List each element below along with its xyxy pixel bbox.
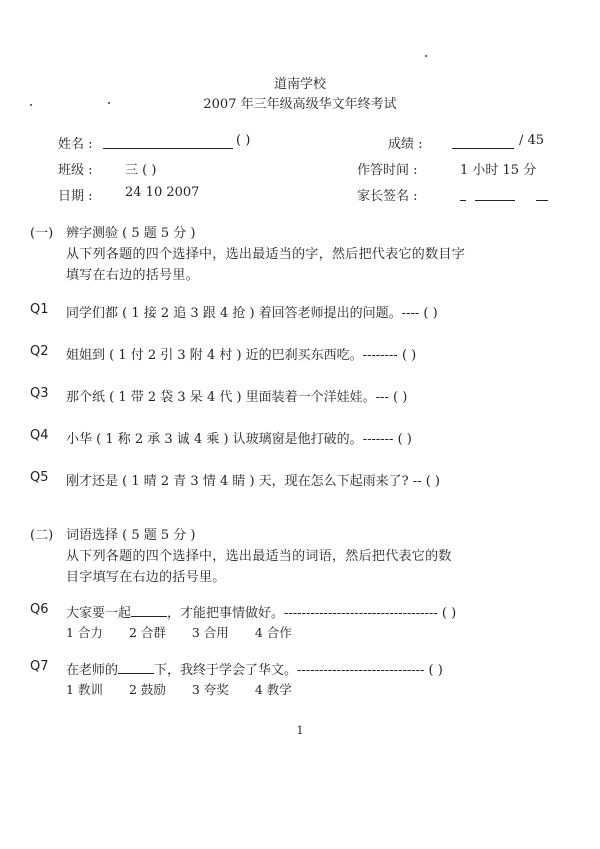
option: 1 合力 — [66, 625, 103, 640]
option: 2 鼓励 — [128, 682, 166, 697]
option: 4 教学 — [254, 682, 292, 697]
option-list — [66, 680, 292, 698]
scan-speck — [108, 102, 110, 104]
score-field[interactable] — [452, 134, 516, 153]
school-name: 道南学校 — [273, 77, 326, 92]
question-stem-after: 下，我终于学会了华文。----------------------------- ( ) — [154, 663, 443, 678]
question-number: Q6 — [30, 602, 49, 617]
question-text: 小华 ( 1 称 2 承 3 诚 4 乘 ) 认玻璃窗是他打破的。------- ( ) — [66, 432, 412, 447]
section1-instruction-2: 填写在右边的括号里。 — [66, 268, 200, 283]
exam-title: 2007 年三年级高级华文年终考试 — [203, 97, 397, 112]
option: 4 合作 — [254, 625, 292, 640]
question-stem-before: 在老师的 — [66, 663, 119, 678]
class-value: 三 ( ) — [125, 163, 157, 178]
question-number: Q2 — [30, 344, 49, 359]
score-total: / 45 — [519, 133, 545, 148]
question-text: 同学们都 ( 1 接 2 追 3 跟 4 抢 ) 着回答老师提出的问题。---- ( ) — [66, 306, 438, 321]
question-text — [66, 602, 456, 621]
section1-title: 辨字测验 ( 5 题 5 分 ) — [66, 226, 196, 241]
name-field[interactable] — [103, 134, 235, 153]
option: 3 合用 — [191, 625, 229, 640]
question-stem-before: 大家要一起 — [66, 606, 132, 621]
name-label: 姓名 : — [58, 137, 93, 152]
date-value: 24 10 2007 — [125, 185, 200, 200]
section1-instruction-1: 从下列各题的四个选择中，选出最适当的字，然后把代表它的数目字 — [66, 247, 466, 262]
page-number: 1 — [296, 724, 304, 737]
option: 1 教训 — [66, 682, 103, 697]
question-text — [66, 659, 443, 678]
answer-blank[interactable] — [131, 606, 167, 617]
section2-title: 词语选择 ( 5 题 5 分 ) — [66, 528, 196, 543]
question-number: Q4 — [30, 428, 49, 443]
date-label: 日期 : — [58, 189, 93, 204]
question-text: 刚才还是 ( 1 晴 2 青 3 情 4 睛 ) 天，现在怎么下起雨来了? -- ( ) — [66, 474, 440, 489]
question-number: Q3 — [30, 386, 49, 401]
time-label: 作答时间 : — [357, 163, 418, 178]
section1-number: (一) — [30, 226, 54, 241]
name-paren: ( ) — [236, 133, 251, 148]
question-number: Q1 — [30, 302, 49, 317]
class-label: 班级 : — [58, 163, 93, 178]
section2-instruction-1: 从下列各题的四个选择中，选出最适当的词语，然后把代表它的数 — [66, 549, 452, 564]
question-stem-after: ，才能把事情做好。----------------------------------- ( ) — [167, 606, 457, 621]
question-text: 那个纸 ( 1 带 2 袋 3 呆 4 代 ) 里面装着一个洋娃娃。--- ( ) — [66, 390, 408, 405]
parent-signature-field[interactable] — [460, 186, 546, 205]
question-number: Q5 — [30, 470, 49, 485]
scan-speck — [30, 104, 32, 106]
option: 2 合群 — [128, 625, 166, 640]
parent-signature-label: 家长签名 : — [357, 189, 418, 204]
section2-instruction-2: 目字填写在右边的括号里。 — [66, 570, 226, 585]
section2-number: (二) — [30, 528, 54, 543]
option: 3 夸奖 — [191, 682, 229, 697]
answer-blank[interactable] — [118, 663, 154, 674]
time-value: 1 小时 15 分 — [460, 163, 537, 178]
question-text: 姐姐到 ( 1 付 2 引 3 附 4 村 ) 近的巴刹买东西吃。-------- ( ) — [66, 348, 417, 363]
score-label: 成绩 : — [388, 137, 423, 152]
scan-speck — [425, 55, 427, 57]
question-number: Q7 — [30, 659, 49, 674]
option-list — [66, 623, 292, 641]
